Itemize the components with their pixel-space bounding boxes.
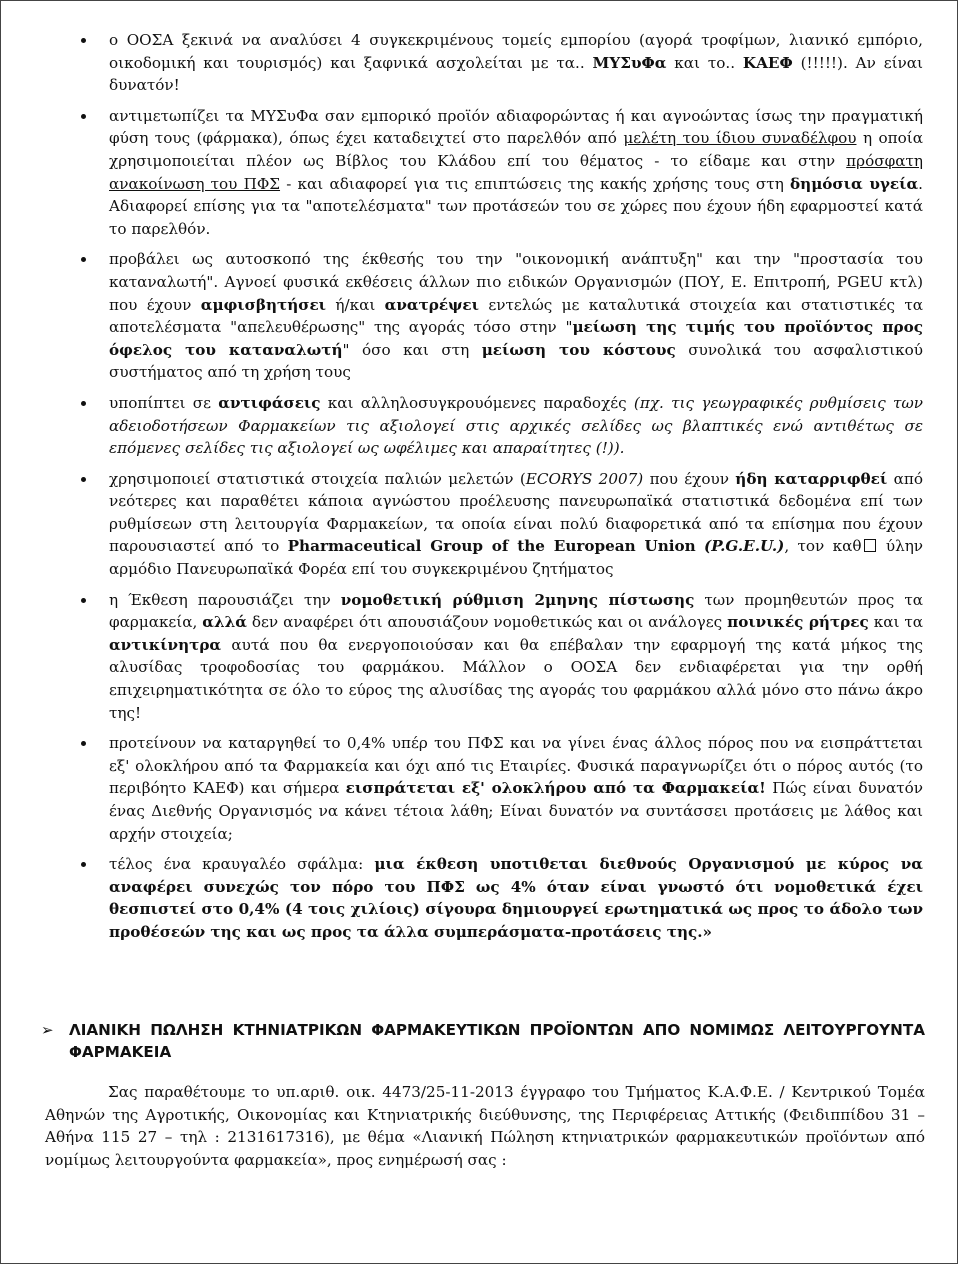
bullet-dot-icon [81, 598, 86, 603]
section-heading [41, 1019, 925, 1063]
bullet-text: η Έκθεση παρουσιάζει την [109, 590, 341, 609]
bullet-text: " όσο και στη [342, 340, 482, 359]
bullet-dot-icon [81, 257, 86, 262]
bullet-text: ΜΥΣυΦα [592, 53, 667, 72]
bullet-item [1, 468, 959, 581]
bullet-text: και τα [868, 613, 923, 632]
bullet-text: από νεότερες και παραθέτει κάποια αγνώστου προέλευσης πανευρωπαϊκά στατιστικά δεδομένα επί των ρυθμίσεων στη λειτουργία Φαρμακείων, τα οποία είναι πολύ διαφορετικά από τα επίσημα που έχουν παρουσιαστεί από το [109, 469, 923, 556]
bullet-text: και το.. [666, 53, 743, 72]
bullet-dot-icon [81, 477, 86, 482]
bullet-text: ποινικές ρήτρες [727, 613, 869, 632]
bullet-item [1, 589, 959, 725]
bullet-text: μείωση του κόστους [481, 340, 676, 359]
letter-text: Σας παραθέτουμε το υπ.αριθ. οικ. 4473/25-11-2013 έγγραφο του Τμήματος Κ.Α.Φ.Ε. / Κεντρικού Τομέα Αθηνών της Αγροτικής, Οικονομίας και Κτηνιατρικής διεύθυνσης, της Περιφέρειας Αττικής (Φειδιππίδου 31 – Αθήνα 115 27 – τηλ : 2131617316), με θέμα «Λιανική Πώληση κτηνιατρικών φαρμακευτικών προϊόντων από νομίμως λειτουργούντα φαρμακεία», προς ενημέρωσή σας : [45, 1083, 925, 1169]
bullet-text: εισπράτεται εξ' ολοκλήρου από τα Φαρμακεία! [345, 779, 766, 798]
letter-paragraph [45, 1081, 925, 1171]
bullet-item [1, 248, 959, 384]
bullet-text: πρόσφατη ανακοίνωση του ΠΦΣ [109, 151, 923, 193]
bullet-text: αντικίνητρα [109, 635, 222, 654]
bullet-text: και αλληλοσυγκρουόμενες παραδοχές [320, 393, 634, 412]
bullet-item [1, 105, 959, 241]
bullet-text: η οποία χρησιμοποιείται πλέον ως Βίβλος του Κλάδου επί του θέματος - το είδαμε και στην [109, 129, 923, 170]
bullet-text: αντιμετωπίζει τα ΜΥΣυΦα σαν εμπορικό προϊόν αδιαφορώντας ή και αγνοώντας ίσως την πραγματική φύση τους (φάρμακα), όπως έχει καταδειχτεί στο παρελθόν από [109, 106, 923, 148]
bullet-text: Pharmaceutical Group of the European Union [287, 537, 696, 556]
bullet-text: μελέτη του ίδιου συναδέλφου [623, 129, 857, 148]
bullet-text: χρησιμοποιεί στατιστικά στοιχεία παλιών μελετών ( [109, 469, 526, 488]
bullet-text: ΚΑΕΦ [742, 53, 793, 72]
bullet-dot-icon [81, 401, 86, 406]
bullet-text: - και αδιαφορεί για τις επιπτώσεις της κακής χρήσης τους στη [280, 174, 791, 193]
arrow-bullet-icon: ➢ [41, 1021, 54, 1039]
bullet-text: (!!!!!). Αν είναι δυνατόν! [109, 53, 923, 95]
bullet-item [1, 392, 959, 460]
missing-glyph-box-icon [864, 539, 876, 552]
bullet-text: τέλος ένα κραυγαλέο σφάλμα: [109, 855, 375, 874]
bullet-text: συνολικά του ασφαλιστικού συστήματος από τη χρήση τους [109, 340, 923, 382]
bullet-text: προτείνουν να καταργηθεί το 0,4% υπέρ του ΠΦΣ και να γίνει ένας άλλος πόρος που να εισπράττεται εξ' ολοκλήρου από τα Φαρμακεία και όχι από τις Εταιρίες. Φυσικά παραγνωρίζει ότι ο πόρος αυτός (το περιβόητο ΚΑΕΦ) και σήμερα [109, 734, 923, 798]
bullet-text: αλλά [202, 613, 247, 632]
bullet-text: (P.G.E.U.) [704, 537, 785, 556]
bullet-text: που έχουν [643, 469, 736, 488]
bullet-text: ανατρέψει [384, 295, 480, 314]
bullet-text: ECORYS 2007) [525, 469, 644, 488]
section-title: ΛΙΑΝΙΚΗ ΠΩΛΗΣΗ ΚΤΗΝΙΑΤΡΙΚΩΝ ΦΑΡΜΑΚΕΥΤΙΚΩΝ ΠΡΟΪΟΝΤΩΝ ΑΠΟ ΝΟΜΙΜΩΣ ΛΕΙΤΟΥΡΓΟΥΝΤΑ ΦΑΡΜΑΚΕΙΑ [69, 1021, 925, 1061]
bullet-text: των προμηθευτών προς τα φαρμακεία, [109, 590, 923, 632]
bullet-text: ο ΟΟΣΑ ξεκινά να αναλύσει 4 συγκεκριμένους τομείς εμπορίου (αγορά τροφίμων, λιανικό εμπόριο, οικοδομική και τουρισμός) και ξαφνικά ασχολείται με τα.. [109, 31, 923, 72]
bullet-text: αντιφάσεις [218, 393, 321, 412]
bullet-text [696, 537, 704, 555]
bullet-dot-icon [81, 38, 86, 43]
bullet-text: υποπίπτει σε [109, 393, 219, 412]
bullet-text: ύλην αρμόδιο Πανευρωπαϊκά Φορέα επί του συγκεκριμένου ζητήματος [109, 537, 924, 579]
bullet-text: προβάλει ως αυτοσκοπό της έκθεσής του την "οικονομική ανάπτυξη" και την "προστασία του καταναλωτή". Αγνοεί φυσικά εκθέσεις άλλων πιο ειδικών Οργανισμών (ΠΟΥ, Ε. Επιτροπή, PGEU κτλ) που έχουν [109, 250, 923, 314]
bullet-dot-icon [81, 114, 86, 119]
bullet-text: Πώς είναι δυνατόν ένας Διεθνής Οργανισμός να κάνει τέτοια λάθη; Είναι δυνατόν να συντάσσει προτάσεις με λάθος και αρχήν στοιχεία; [109, 779, 924, 843]
bullet-text: δεν αναφέρει ότι απουσιάζουν νομοθετικώς και οι ανάλογες [246, 613, 728, 632]
bullet-item [1, 29, 959, 97]
bullet-text: μια έκθεση υποτιθεται διεθνούς Οργανισμού με κύρος να αναφέρει συνεχώς τον πόρο του ΠΦΣ ως 4% όταν είναι γνωστό ότι νομοθετικά έχει θεσπιστεί στο 0,4% (4 τοις χιλίοις) σίγουρα δημιουργεί ερωτηματικά ως προς το άδολο των προθέσεών της και ως προς τα άλλα συμπεράσματα-προτάσεις της.» [109, 855, 923, 941]
bullet-text: νομοθετική ρύθμιση 2μηνης πίστωσης [340, 590, 695, 609]
bullet-text: δημόσια υγεία [790, 174, 919, 193]
bullet-text: (πχ. τις γεωγραφικές ρυθμίσεις των αδειοδοτήσεων Φαρμακείων τις αξιολογεί στις αρχικές σελίδες ως βλαπτικές ενώ αντιθέτως σε επόμενες σελίδες τις αξιολογεί ως ωφέλιμες και απαραίτητες (!)). [109, 393, 923, 458]
bullet-text: αμφισβητήσει [200, 295, 327, 314]
bullet-text: , τον καθ [784, 537, 862, 556]
bullet-text: . Αδιαφορεί επίσης για τα "αποτελέσματα" των προτάσεών του σε χώρες που έχουν ήδη εφαρμοστεί κατά το παρελθόν. [109, 174, 923, 238]
bullet-text: εντελώς με καταλυτικά στοιχεία και στατιστικές τα αποτελέσματα "απελευθέρωσης" της αγοράς τόσο στην " [109, 295, 923, 337]
bullet-text: ή/και [326, 295, 385, 314]
bullet-text: μείωση της τιμής του προϊόντος προς όφελος του καταναλωτή [109, 318, 923, 359]
bullet-dot-icon [81, 862, 86, 867]
bullet-text: αυτά που θα ενεργοποιούσαν και θα επέβαλαν την εφαρμογή της κατά μήκος της αλυσίδας τροφοδοσίας του φαρμάκου. Μάλλον ο ΟΟΣΑ δεν ενδιαφέρεται για την ορθή επιχειρηματικότητα σε όλο το εύρος της αλυσίδας της αγοράς του φαρμάκου αλλά μόνο στο πάνω άκρο της! [109, 635, 923, 722]
bullet-item [1, 732, 959, 845]
bullet-list [1, 29, 959, 952]
bullet-dot-icon [81, 741, 86, 746]
bullet-text: ήδη καταρριφθεί [735, 469, 888, 488]
bullet-item [1, 853, 959, 943]
